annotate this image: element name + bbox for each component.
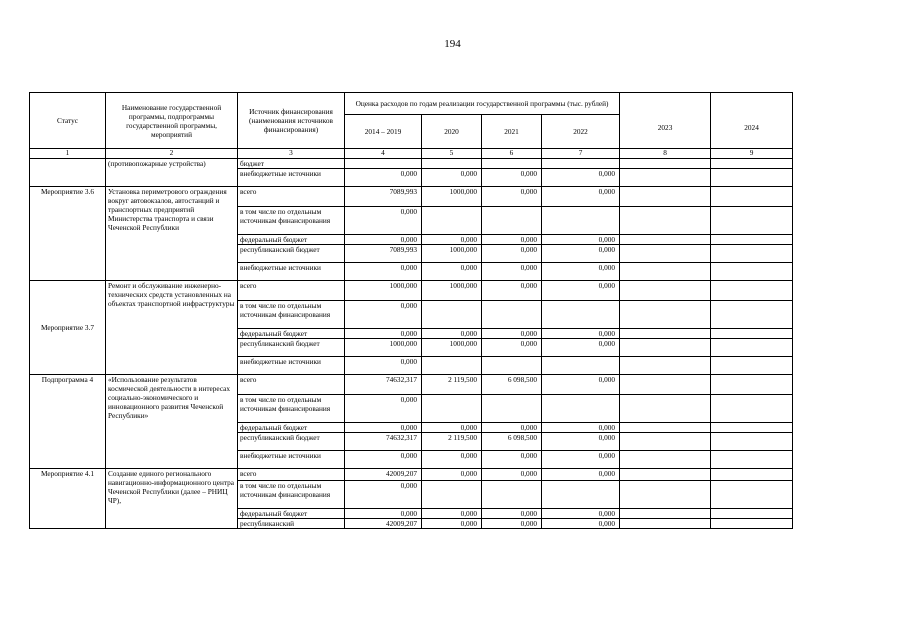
value-cell: 1000,000 bbox=[422, 245, 482, 263]
empty-cell bbox=[711, 519, 793, 529]
value-cell: 0,000 bbox=[422, 263, 482, 281]
empty-cell bbox=[620, 357, 711, 375]
value-cell: 0,000 bbox=[542, 519, 620, 529]
empty-cell bbox=[711, 395, 793, 423]
status-cell bbox=[30, 159, 106, 187]
value-cell bbox=[422, 207, 482, 235]
table-row bbox=[30, 281, 793, 301]
empty-cell bbox=[711, 235, 793, 245]
value-cell bbox=[422, 301, 482, 329]
value-cell: 0,000 bbox=[482, 281, 542, 301]
value-cell bbox=[422, 357, 482, 375]
empty-cell bbox=[620, 159, 711, 169]
value-cell: 7089,993 bbox=[345, 245, 422, 263]
value-cell: 0,000 bbox=[345, 357, 422, 375]
value-cell: 1000,000 bbox=[422, 281, 482, 301]
value-cell: 0,000 bbox=[345, 395, 422, 423]
value-cell bbox=[542, 301, 620, 329]
source-cell: в том числе по отдельным источникам финансирования bbox=[238, 395, 345, 423]
empty-cell bbox=[711, 207, 793, 235]
value-cell bbox=[542, 395, 620, 423]
value-cell: 0,000 bbox=[422, 169, 482, 187]
value-cell: 0,000 bbox=[542, 281, 620, 301]
col-number: 2 bbox=[106, 149, 238, 159]
value-cell bbox=[482, 481, 542, 509]
budget-table-body bbox=[30, 159, 793, 529]
empty-cell bbox=[711, 339, 793, 357]
header-year-2022: 2022 bbox=[542, 115, 620, 149]
value-cell: 0,000 bbox=[345, 451, 422, 469]
source-cell: всего bbox=[238, 469, 345, 481]
empty-cell bbox=[711, 481, 793, 509]
value-cell: 0,000 bbox=[345, 263, 422, 281]
source-cell: республиканский бюджет bbox=[238, 433, 345, 451]
empty-cell bbox=[620, 207, 711, 235]
empty-cell bbox=[620, 235, 711, 245]
header-estimate: Оценка расходов по годам реализации государственной программы (тыс. рублей) bbox=[345, 93, 620, 115]
col-number: 8 bbox=[620, 149, 711, 159]
value-cell bbox=[482, 357, 542, 375]
value-cell: 1000,000 bbox=[422, 187, 482, 207]
value-cell: 74632,317 bbox=[345, 433, 422, 451]
empty-cell bbox=[711, 169, 793, 187]
value-cell: 0,000 bbox=[482, 235, 542, 245]
name-cell: (противопожарные устройства) bbox=[106, 159, 238, 187]
empty-cell bbox=[711, 469, 793, 481]
empty-cell bbox=[620, 423, 711, 433]
header-year-2023: 2023 bbox=[620, 93, 711, 149]
empty-cell bbox=[711, 159, 793, 169]
source-cell: всего bbox=[238, 187, 345, 207]
status-cell: Мероприятие 3.6 bbox=[30, 187, 106, 281]
col-number: 4 bbox=[345, 149, 422, 159]
value-cell: 0,000 bbox=[482, 263, 542, 281]
col-number: 6 bbox=[482, 149, 542, 159]
empty-cell bbox=[620, 169, 711, 187]
value-cell: 0,000 bbox=[542, 375, 620, 395]
value-cell: 0,000 bbox=[482, 509, 542, 519]
empty-cell bbox=[711, 357, 793, 375]
value-cell: 7089,993 bbox=[345, 187, 422, 207]
name-cell: Установка периметрового ограждения вокруг автовокзалов, автостанций и транспортных предприятий Министерства транспорта и связи Чеченской Республики bbox=[106, 187, 238, 281]
budget-table bbox=[29, 92, 793, 529]
value-cell: 0,000 bbox=[542, 339, 620, 357]
value-cell: 0,000 bbox=[482, 519, 542, 529]
value-cell bbox=[345, 159, 422, 169]
value-cell bbox=[542, 357, 620, 375]
source-cell: республиканский бюджет bbox=[238, 339, 345, 357]
empty-cell bbox=[620, 519, 711, 529]
value-cell: 0,000 bbox=[482, 469, 542, 481]
value-cell bbox=[542, 207, 620, 235]
value-cell: 0,000 bbox=[482, 245, 542, 263]
empty-cell bbox=[711, 263, 793, 281]
value-cell: 6 098,500 bbox=[482, 433, 542, 451]
empty-cell bbox=[620, 469, 711, 481]
source-cell: внебюджетные источники bbox=[238, 357, 345, 375]
empty-cell bbox=[620, 509, 711, 519]
value-cell: 1000,000 bbox=[345, 281, 422, 301]
header-name: Наименование государственной программы, подпрограммы государственной программы, мероприятий bbox=[106, 93, 238, 149]
source-cell: всего bbox=[238, 375, 345, 395]
value-cell: 2 119,500 bbox=[422, 375, 482, 395]
value-cell bbox=[482, 207, 542, 235]
value-cell: 0,000 bbox=[542, 245, 620, 263]
value-cell: 0,000 bbox=[542, 509, 620, 519]
value-cell: 0,000 bbox=[542, 263, 620, 281]
source-cell: федеральный бюджет bbox=[238, 509, 345, 519]
value-cell: 0,000 bbox=[482, 339, 542, 357]
empty-cell bbox=[620, 339, 711, 357]
col-number: 5 bbox=[422, 149, 482, 159]
source-cell: бюджет bbox=[238, 159, 345, 169]
table-row bbox=[30, 187, 793, 207]
col-number: 9 bbox=[711, 149, 793, 159]
page-number: 194 bbox=[444, 38, 461, 50]
empty-cell bbox=[711, 451, 793, 469]
source-cell: в том числе по отдельным источникам финансирования bbox=[238, 207, 345, 235]
table-row bbox=[30, 375, 793, 395]
source-cell: федеральный бюджет bbox=[238, 329, 345, 339]
source-cell: внебюджетные источники bbox=[238, 451, 345, 469]
value-cell: 0,000 bbox=[542, 235, 620, 245]
value-cell bbox=[542, 159, 620, 169]
value-cell: 0,000 bbox=[345, 235, 422, 245]
source-cell: федеральный бюджет bbox=[238, 235, 345, 245]
empty-cell bbox=[620, 395, 711, 423]
header-year-2024: 2024 bbox=[711, 93, 793, 149]
empty-cell bbox=[620, 187, 711, 207]
empty-cell bbox=[620, 263, 711, 281]
source-cell: федеральный бюджет bbox=[238, 423, 345, 433]
header-status: Статус bbox=[30, 93, 106, 149]
empty-cell bbox=[711, 375, 793, 395]
budget-table-wrapper bbox=[29, 92, 792, 529]
value-cell: 0,000 bbox=[345, 481, 422, 509]
empty-cell bbox=[711, 433, 793, 451]
value-cell: 0,000 bbox=[542, 187, 620, 207]
header-year-2021: 2021 bbox=[482, 115, 542, 149]
empty-cell bbox=[711, 245, 793, 263]
empty-cell bbox=[620, 281, 711, 301]
status-cell: Мероприятие 3.7 bbox=[30, 281, 106, 375]
value-cell bbox=[422, 395, 482, 423]
empty-cell bbox=[620, 329, 711, 339]
source-cell: республиканский бюджет bbox=[238, 245, 345, 263]
empty-cell bbox=[711, 301, 793, 329]
value-cell: 0,000 bbox=[345, 169, 422, 187]
empty-cell bbox=[711, 187, 793, 207]
table-row bbox=[30, 469, 793, 481]
name-cell: Создание единого регионального навигационно-информационного центра Чеченской Республики (далее – РНИЦ ЧР), bbox=[106, 469, 238, 529]
value-cell: 0,000 bbox=[422, 509, 482, 519]
value-cell: 0,000 bbox=[482, 451, 542, 469]
value-cell: 0,000 bbox=[482, 169, 542, 187]
value-cell: 0,000 bbox=[542, 169, 620, 187]
value-cell: 6 098,500 bbox=[482, 375, 542, 395]
empty-cell bbox=[711, 423, 793, 433]
table-row bbox=[30, 159, 793, 169]
empty-cell bbox=[620, 433, 711, 451]
value-cell: 1000,000 bbox=[345, 339, 422, 357]
value-cell: 0,000 bbox=[345, 207, 422, 235]
empty-cell bbox=[620, 301, 711, 329]
value-cell: 74632,317 bbox=[345, 375, 422, 395]
name-cell: Ремонт и обслуживание инженерно-технических средств установленных на объектах транспортной инфраструктуры bbox=[106, 281, 238, 375]
value-cell: 0,000 bbox=[422, 329, 482, 339]
value-cell: 42009,207 bbox=[345, 469, 422, 481]
value-cell bbox=[482, 301, 542, 329]
value-cell: 42009,207 bbox=[345, 519, 422, 529]
source-cell: внебюджетные источники bbox=[238, 169, 345, 187]
source-cell: в том числе по отдельным источникам финансирования bbox=[238, 301, 345, 329]
value-cell: 0,000 bbox=[482, 423, 542, 433]
value-cell: 0,000 bbox=[542, 423, 620, 433]
value-cell: 2 119,500 bbox=[422, 433, 482, 451]
value-cell bbox=[482, 159, 542, 169]
source-cell: внебюджетные источники bbox=[238, 263, 345, 281]
value-cell: 0,000 bbox=[482, 187, 542, 207]
empty-cell bbox=[711, 509, 793, 519]
value-cell: 0,000 bbox=[345, 301, 422, 329]
name-cell: «Использование результатов космической деятельности в интересах социально-экономического и инновационного развития Чеченской Республики» bbox=[106, 375, 238, 469]
empty-cell bbox=[620, 451, 711, 469]
header-year-2020: 2020 bbox=[422, 115, 482, 149]
source-cell: всего bbox=[238, 281, 345, 301]
value-cell bbox=[542, 481, 620, 509]
empty-cell bbox=[711, 329, 793, 339]
value-cell: 0,000 bbox=[422, 451, 482, 469]
value-cell: 0,000 bbox=[542, 469, 620, 481]
status-cell: Мероприятие 4.1 bbox=[30, 469, 106, 529]
value-cell: 0,000 bbox=[542, 329, 620, 339]
value-cell: 0,000 bbox=[542, 433, 620, 451]
value-cell: 0,000 bbox=[345, 423, 422, 433]
col-number: 1 bbox=[30, 149, 106, 159]
value-cell: 0,000 bbox=[345, 509, 422, 519]
empty-cell bbox=[620, 481, 711, 509]
value-cell: 0,000 bbox=[422, 469, 482, 481]
header-source: Источник финансирования (наименования источников финансирования) bbox=[238, 93, 345, 149]
header-year-2014-2019: 2014 – 2019 bbox=[345, 115, 422, 149]
value-cell bbox=[422, 159, 482, 169]
empty-cell bbox=[620, 375, 711, 395]
empty-cell bbox=[711, 281, 793, 301]
value-cell: 0,000 bbox=[422, 519, 482, 529]
value-cell: 0,000 bbox=[482, 329, 542, 339]
status-cell: Подпрограмма 4 bbox=[30, 375, 106, 469]
empty-cell bbox=[620, 245, 711, 263]
source-cell: в том числе по отдельным источникам финансирования bbox=[238, 481, 345, 509]
value-cell: 0,000 bbox=[422, 423, 482, 433]
col-number: 7 bbox=[542, 149, 620, 159]
value-cell bbox=[482, 395, 542, 423]
value-cell: 0,000 bbox=[345, 329, 422, 339]
col-number: 3 bbox=[238, 149, 345, 159]
source-cell: республиканский bbox=[238, 519, 345, 529]
value-cell: 0,000 bbox=[422, 235, 482, 245]
value-cell bbox=[422, 481, 482, 509]
value-cell: 1000,000 bbox=[422, 339, 482, 357]
value-cell: 0,000 bbox=[542, 451, 620, 469]
